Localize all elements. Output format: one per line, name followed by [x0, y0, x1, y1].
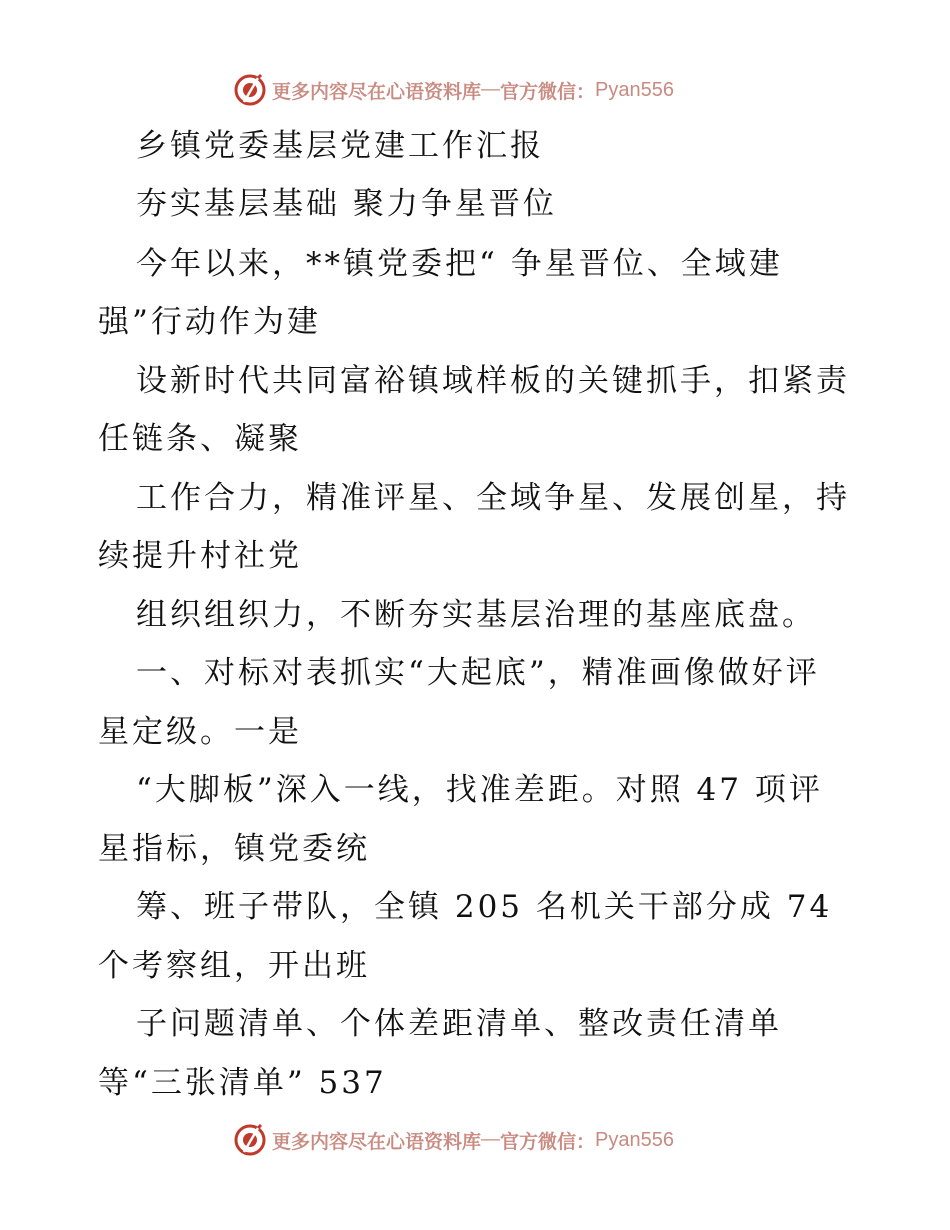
banner-wechat-handle: Pyan556 [595, 1128, 674, 1151]
banner-text: 更多内容尽在心语资料库 [272, 80, 482, 103]
banner-wechat-label: 官方微信： [500, 80, 596, 103]
document-title: 乡镇党委基层党建工作汇报 [136, 128, 544, 164]
text-line: 等“三张清单” 537 [98, 1065, 387, 1101]
text-line: 工作合力，精准评星、全域争星、发展创星，持 [136, 480, 850, 516]
text-line: 子问题清单、个体差距清单、整改责任清单 [136, 1006, 782, 1042]
banner-wechat-handle: Pyan556 [595, 78, 674, 101]
banner-separator: — [481, 79, 501, 100]
section-heading-line: 一、对标对表抓实“大起底”，精准画像做好评 [136, 655, 820, 691]
text-line: 个考察组，开出班 [98, 948, 370, 984]
footer-watermark-banner [232, 1120, 674, 1160]
document-subtitle: 夯实基层基础 聚力争星晋位 [136, 186, 557, 222]
text-line: 任链条、凝聚 [98, 421, 302, 457]
banner-text: 更多内容尽在心语资料库 [272, 1130, 482, 1153]
text-line: 设新时代共同富裕镇域样板的关键抓手，扣紧责 [136, 363, 850, 399]
text-line: 今年以来，**镇党委把“ 争星晋位、全域建 [136, 246, 783, 282]
text-line: “大脚板”深入一线，找准差距。对照 47 项评 [136, 772, 823, 808]
text-line: 星定级。一是 [98, 714, 302, 750]
text-line: 组织组织力，不断夯实基层治理的基座底盘。 [136, 597, 816, 633]
banner-wechat-label: 官方微信： [500, 1130, 596, 1153]
text-line: 续提升村社党 [98, 538, 302, 574]
text-line: 强”行动作为建 [98, 304, 321, 340]
text-line: 筹、班子带队，全镇 205 名机关干部分成 74 [136, 889, 833, 925]
text-line: 星指标，镇党委统 [98, 831, 370, 867]
banner-separator: — [481, 1129, 501, 1150]
red-seal-logo-icon [232, 1122, 268, 1158]
